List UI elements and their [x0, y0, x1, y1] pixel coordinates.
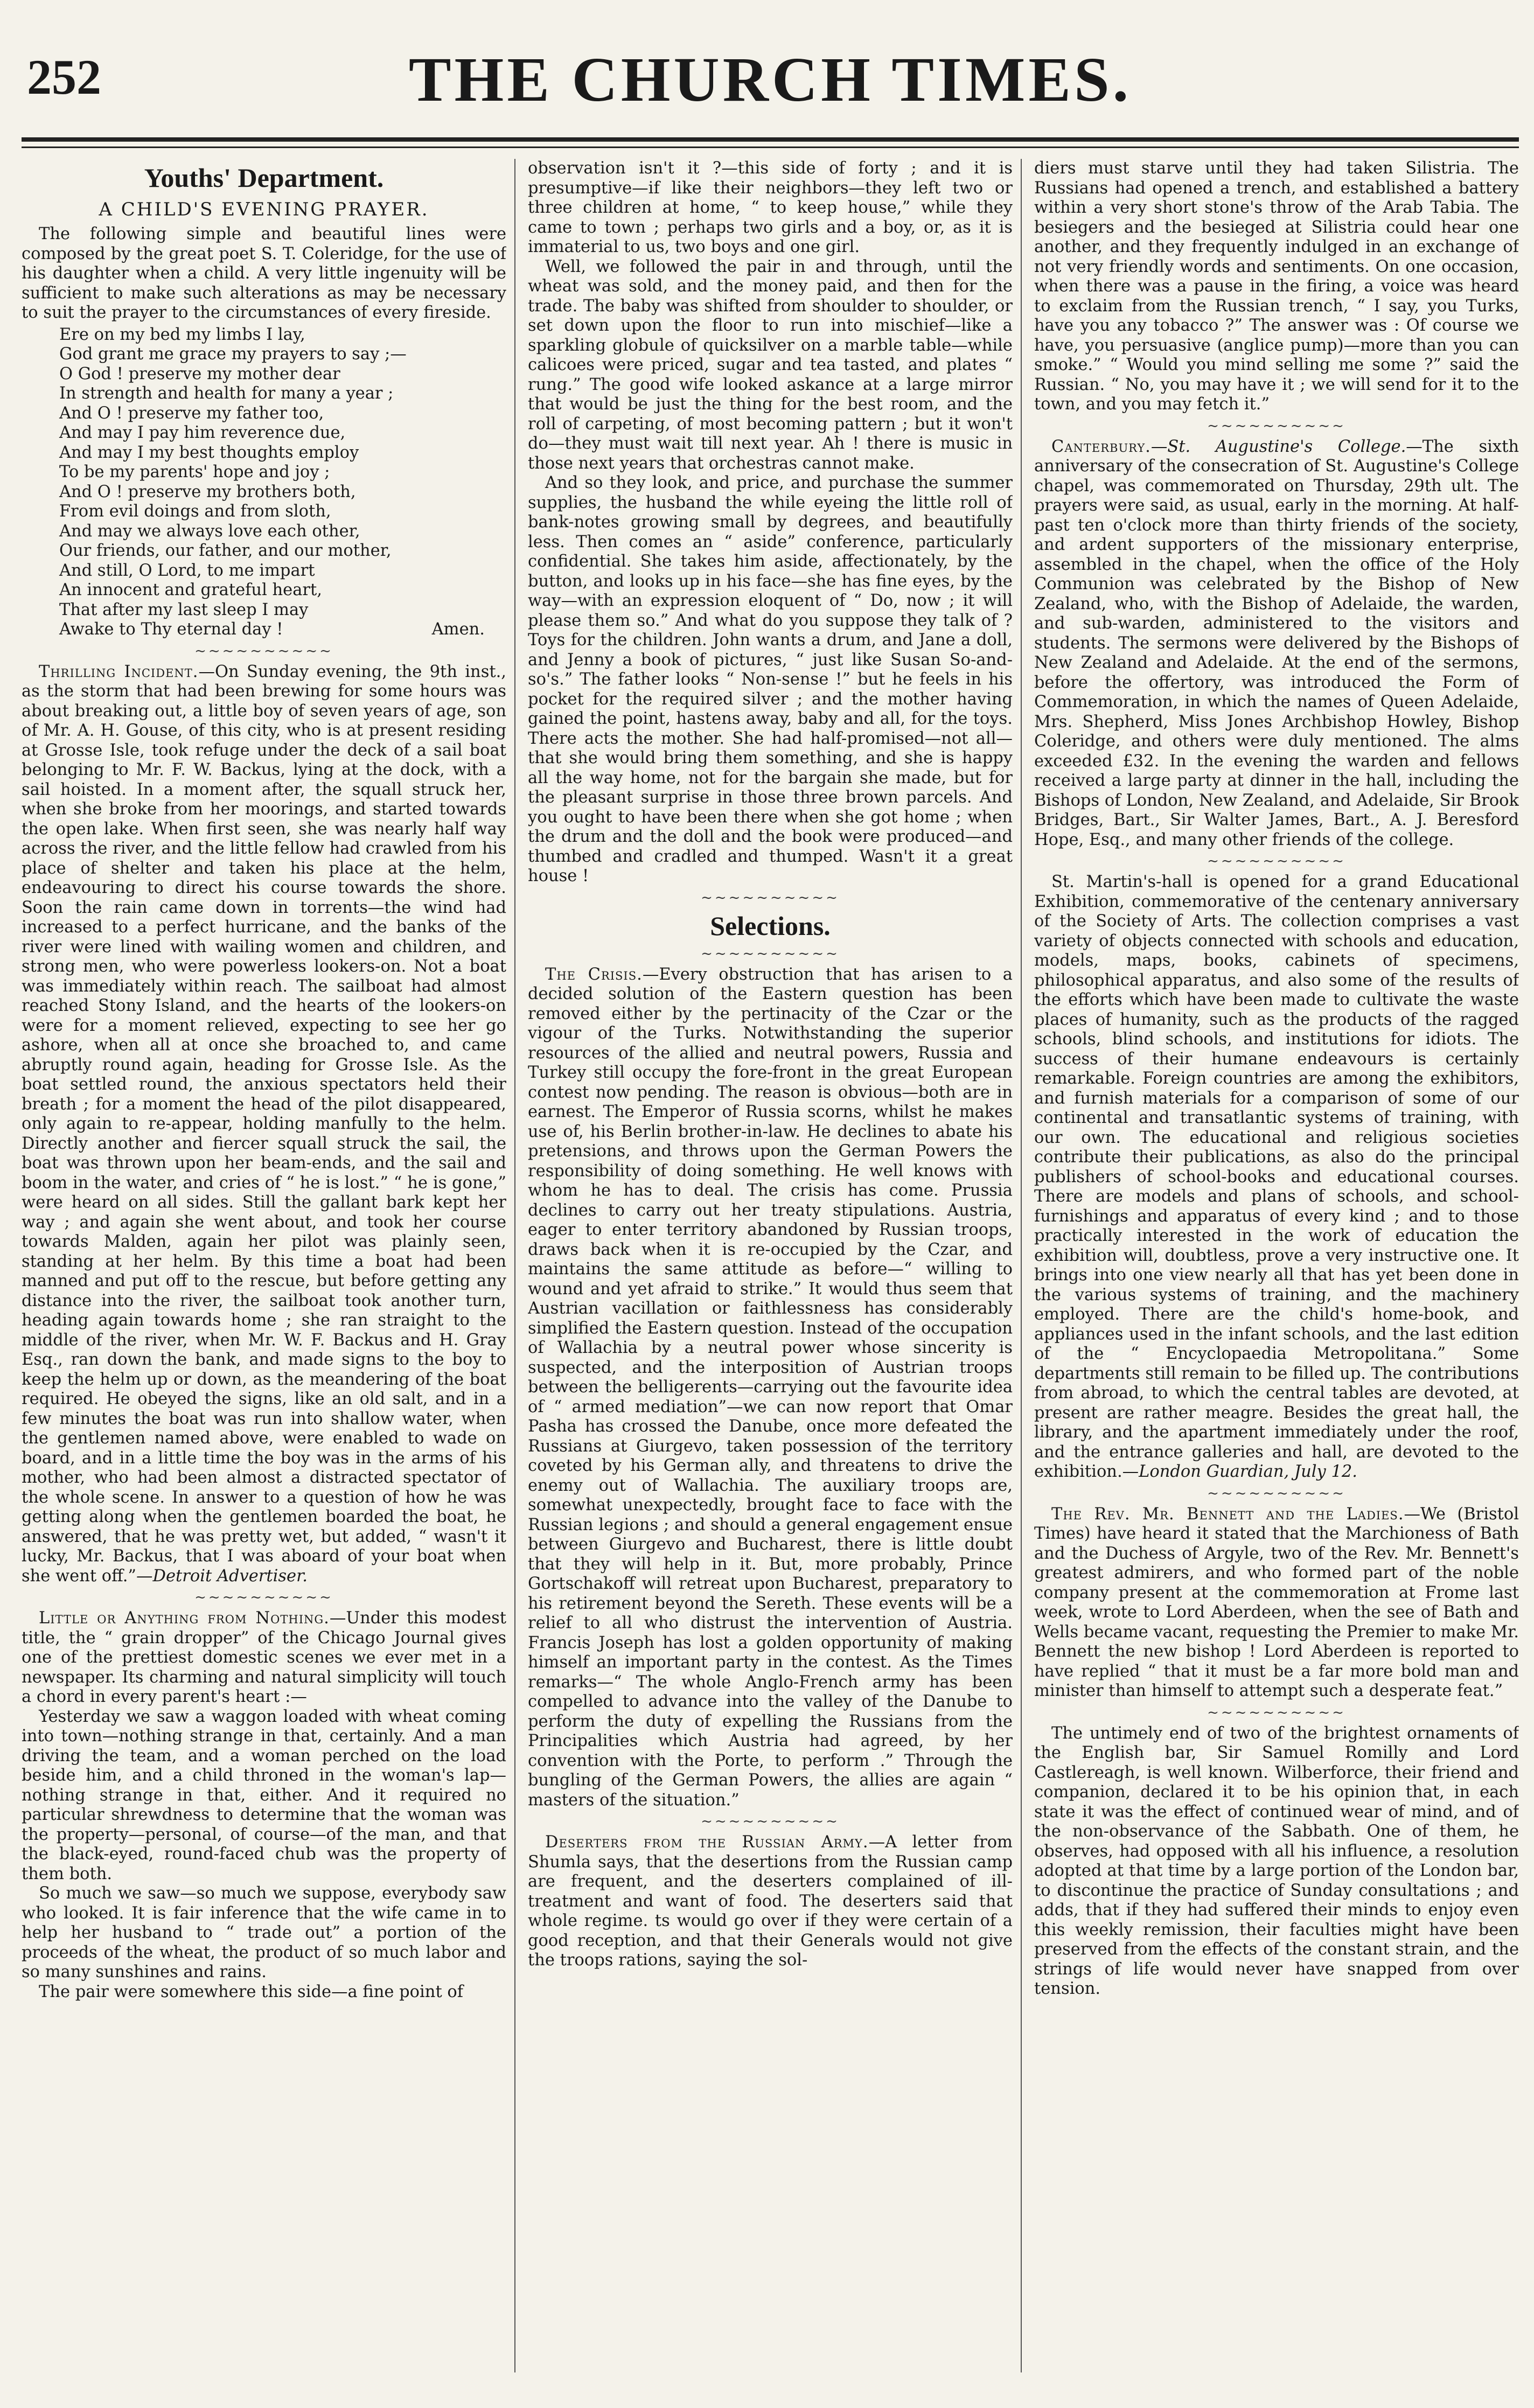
poem-line: That after my last sleep I may	[59, 600, 309, 619]
poem-last-line	[22, 620, 506, 640]
article-st-martins-hall: St. Martin's-hall is opened for a grand Educational Exhibition, commemorative of the centenary anniversary of the Society of Arts. The collection comprises a vast variety of objects connected with schools and education, models, maps, books, cabinets of specimens, philosophical apparatus, and also some of the results of the efforts which have been made to cultivate the waste places of humanity, such as the products of the ragged schools, blind schools, and institutions for idiots. The success of their humane endeavours is certainly remarkable. Foreign countries are among the exhibitors, and furnish materials for a comparison of some of our continental and transatlantic systems of training, with our own. The educational and religious societies contribute their publications, as also do the principal publishers of school-books and educational courses. There are models and plans of schools, and school-furnishings and apparatus of every kind ; and to those practically interested in the work of education the exhibition will, doubtless, prove a very instructive one. It brings into one view nearly all that has yet been done in the various systems of training, and the machinery employed. There are the child's home-book, and appliances used in the infant schools, and the last edition of the “ Encyclopaedia Metropolitana.” Some departments still remain to be filled up. The contributions from abroad, to which the central tables are devoted, at present are rather meagre. Besides the great hall, the library, and the apartment immediately under the roof, and the entrance galleries and hall, are devoted to the exhibition.—London Guardian, July 12.	[1034, 873, 1519, 1481]
poem-line: And may I pay him reverence due,	[59, 423, 346, 442]
poem-line: And O ! preserve my father too,	[59, 403, 324, 423]
prayer-intro: The following simple and beautiful lines were composed by the great poet S. T. Coleridge, for the use of his daughter when a child. A very little ingenuity will be sufficient to make such alterations as may be necessary to suit the prayer to the circumstances of every fireside.	[22, 225, 506, 322]
poem-amen: Amen.	[431, 620, 485, 639]
masthead-rule-thin	[22, 146, 1519, 148]
article-heading: The Crisis.	[545, 965, 643, 984]
article-the-crisis: The Crisis.—Every obstruction that has arisen to a decided solution of the Eastern question has been removed either by the pertinacity of the Czar or the vigour of the Turks. Notwithstanding the superior resources of the allied and neutral powers, Russia and Turkey still occupy the fore-front in the great European contest now pending. The reason is obvious—both are in earnest. The Emperor of Russia scorns, whilst he makes use of, his Berlin brother-in-law. He declines to abate his pretensions, and throws upon the German Powers the responsibility of doing something. He well knows with whom he has to deal. The crisis has come. Prussia declines to carry out her treaty stipulations. Austria, eager to enter territory abandoned by Russian troops, draws back when it is re-occupied by the Czar, and maintains the same attitude as before—“ willing to wound and yet afraid to strike.” It would thus seem that Austrian vacillation or faithlessness has considerably simplified the Eastern question. Instead of the occupation of Wallachia by a neutral power whose sincerity is suspected, and the interposition of Austrian troops between the belligerents—carrying out the favourite idea of “ armed mediation”—we can now report that Omar Pasha has crossed the Danube, once more defeated the Russians at Giurgevo, taken possession of the territory coveted by his German ally, and threatens to drive the enemy out of Wallachia. The auxiliary troops are, somewhat unexpectedly, brought face to face with the Russian legions ; and should a general engagement ensue between Giurgevo and Bucharest, there is little doubt that they will help in it. But, more probably, Prince Gortschakoff will retreat upon Bucharest, preparatory to his retirement beyond the Sereth. These events will be a relief to all who distrust the intervention of Austria. Francis Joseph has lost a golden opportunity of making himself an important party in the contest. As the Times remarks—“ The whole Anglo-French army has been compelled to advance into the valley of the Danube to perform the duty of expelling the Russians from the Principalities which Austria had agreed, by her convention with the Porte, to perform .” Through the bungling of the German Powers, the allies are again “ masters of the situation.”	[528, 965, 1013, 1810]
poem-line: And may I my best thoughts employ	[59, 443, 359, 462]
poem-line: An innocent and grateful heart,	[59, 581, 322, 599]
masthead-rule-thick	[22, 137, 1519, 142]
poem-line: And may we always love each other,	[59, 521, 360, 541]
separator: ~~~~~~~~~~	[1207, 1704, 1346, 1721]
poem-line: To be my parents' hope and joy ;	[59, 463, 330, 481]
poem-line: And still, O Lord, to me impart	[59, 561, 315, 580]
poem-line: In strength and health for many a year ;	[59, 384, 394, 403]
separator: ~~~~~~~~~~	[701, 945, 840, 962]
column-3	[1034, 159, 1519, 2372]
paragraph: diers must starve until they had taken Silistria. The Russians had opened a trench, and established a battery within a very short stone's throw of the Arab Tabia. The besiegers and the besieged at Silistria could hear one another, and they frequently indulged in an exchange of not very friendly words and sentiments. On one occasion, when there was a pause in the firing, a voice was heard to exclaim from the Russian trench, “ I say, you Turks, have you any tobacco ?” The answer was : Of course we have, you persuasive (anglice pump)—more than you can smoke.” “ Would you mind selling me some ?” said the Russian. “ No, you may have it ; we will send for it to the town, and you may fetch it.”	[1034, 159, 1519, 414]
article-heading: Little or Anything from Nothing.	[39, 1609, 330, 1628]
paragraph: observation isn't it ?—this side of forty ; and it is presumptive—if like their neighbors—they left two or three children at home, “ to keep house,” while they came to town ; perhaps two girls and a boy, or, as it is immaterial to us, two boys and one girl.	[528, 159, 1013, 256]
newspaper-title: THE CHURCH TIMES.	[408, 44, 1132, 115]
masthead	[22, 32, 1519, 140]
article-heading: Canterbury.	[1051, 437, 1151, 456]
article-source: —Detroit Advertiser.	[136, 1566, 308, 1586]
article-heading: The Rev. Mr. Bennett and the Ladies.	[1051, 1504, 1404, 1524]
article-source: —London Guardian, July 12.	[1122, 1462, 1357, 1481]
separator: ~~~~~~~~~~	[194, 1589, 333, 1606]
article-heading: Deserters from the Russian Army.	[545, 1833, 869, 1852]
article-subheading: —St. Augustine's College.	[1150, 437, 1406, 456]
poem-line: God grant me grace my prayers to say ;—	[59, 345, 407, 364]
poem-line: Awake to Thy eternal day !	[59, 620, 283, 639]
poem-line: Our friends, our father, and our mother,	[59, 541, 392, 560]
separator: ~~~~~~~~~~	[1207, 417, 1346, 434]
column-1	[22, 159, 506, 2372]
article-title-evening-prayer: A CHILD'S EVENING PRAYER.	[99, 199, 429, 220]
paragraph: The pair were somewhere this side—a fine point of	[39, 1982, 464, 2001]
poem-line: Ere on my bed my limbs I lay,	[59, 325, 305, 344]
article-bennett-and-ladies: The Rev. Mr. Bennett and the Ladies.—We (Bristol Times) have heard it stated that the Marchioness of Bath and the Duchess of Argyle, two of the Rev. Mr. Bennett's greatest admirers, and who formed part of the noble company present at the commemoration at Frome last week, wrote to Lord Aberdeen, when the see of Bath and Wells became vacant, requesting the Premier to make Mr. Bennett the new bishop ! Lord Aberdeen is reported to have replied “ that it must be a far more bold man and minister than himself to attempt such a desperate feat.”	[1034, 1504, 1519, 1700]
page-number: 252	[27, 50, 101, 104]
poem	[22, 325, 506, 640]
paragraph: So much we saw—so much we suppose, everybody saw who looked. It is fair inference that the wife came in to help her husband to “ trade out” a portion of the proceeds of the wheat, the product of so much labor and so many sunshines and rains.	[22, 1884, 506, 1981]
article-thrilling-incident: Thrilling Incident.—On Sunday evening, the 9th inst., as the storm that had been brewing for some hours was about breaking out, a little boy of seven years of age, son of Mr. A. H. Gouse, of this city, who is at present residing at Grosse Isle, took refuge under the deck of a sail boat belonging to Mr. F. W. Backus, lying at the dock, with a sail hoisted. In a moment after, the squall struck her, when she broke from her moorings, and started towards the open lake. When first seen, she was nearly half way across the river, and the little fellow had crawled from his place of shelter and taken his place at the helm, endeavouring to direct his course towards the shore. Soon the rain came down in torrents—the wind had increased to a perfect hurricane, and the banks of the river were lined with wailing women and children, and strong men, who were powerless lookers-on. Not a boat was immediately within reach. The sailboat had almost reached Stony Island, and the hearts of the lookers-on were for a moment relieved, expecting to see her go ashore, when all at once she broached to, and came abruptly round again, heading for Grosse Isle. As the boat settled round, the anxious spectators held their breath ; for a moment the head of the pilot disappeared, only again to re-appear, holding manfully to the helm. Directly another and fiercer squall struck the sail, the boat was thrown upon her beam-ends, and the sail and boom in the water, and cries of “ he is lost.” “ he is gone,” were heard on all sides. Still the gallant bark kept her way ; and again she went about, and took her course towards Malden, again her pilot was plainly seen, standing at her helm. By this time a boat had been manned and put off to the rescue, but before getting any distance into the river, the sailboat took another turn, heading again towards home ; she ran straight to the middle of the river, when Mr. W. F. Backus and H. Gray Esq., ran down the bank, and made signs to the boy to keep the helm up or down, as the meandering of the boat required. He obeyed the signs, like an old salt, and in a few minutes the boat was run into shallow water, when the gentlemen named above, were enabled to wade on board, and in a little time the boy was in the arms of his mother, who had been almost a distracted spectator of the whole scene. In answer to a question of how he was getting along when the gentlemen boarded the boat, he answered, that he was pretty wet, but added, “ wasn't it lucky, Mr. Backus, that I was aboard of your boat when she went off.”—Detroit Advertiser.	[22, 662, 506, 1586]
article-heading: Thrilling Incident.	[39, 662, 199, 681]
separator: ~~~~~~~~~~	[194, 643, 333, 659]
paragraph: And so they look, and price, and purchase the summer supplies, the husband the while eyeing the little roll of bank-notes growing small by degrees, and beautifully less. Then comes an “ aside” conference, particularly confidential. She takes him aside, affectionately, by the button, and looks up in his face—she has fine eyes, by the way—with an expression eloquent of “ Do, now ; it will please them so.” And what do you suppose they talk of ? Toys for the children. John wants a drum, and Jane a doll, and Jenny a book of pictures, “ just like Susan So-and-so's.” The father looks “ Non-sense !” but he feels in his pocket for the required silver ; and the mother having gained the point, hastens away, baby and all, for the toys. There acts the mother. She had half-promised—not all—that she would bring them something, and she is happy all the way home, not for the bargain she made, but for the pleasant surprise in those three brown parcels. And you ought to have been there when she got home ; when the drum and the doll and the book were produced—and thumbed and cradled and thumped. Wasn't it a great house !	[528, 473, 1013, 885]
section-heading-youths: Youths' Department.	[144, 163, 384, 193]
column-2	[528, 159, 1013, 2372]
separator: ~~~~~~~~~~	[701, 1813, 840, 1830]
article-little-or-anything: Little or Anything from Nothing.—Under this modest title, the “ grain dropper” of the Chicago Journal gives one of the prettiest domestic scenes we ever met in a newspaper. Its charming and natural simplicity will touch a chord in every parent's heart :—	[22, 1609, 506, 1706]
separator: ~~~~~~~~~~	[701, 889, 840, 906]
paragraph: Well, we followed the pair in and through, until the wheat was sold, and the money paid, and then for the trade. The baby was shifted from shoulder to shoulder, or set down upon the floor to run into mischief—like a sparkling globule of quicksilver on a marble table—while calicoes were priced, sugar and tea tasted, and plates “ rung.” The good wife looked askance at a large mirror that would be just the thing for the best room, and the roll of carpeting, of most becoming pattern ; but it won't do—they must wait till next year. Ah ! there is music in those next years that orchestras cannot make.	[528, 257, 1013, 473]
article-romilly-castlereagh: The untimely end of two of the brightest ornaments of the English bar, Sir Samuel Romilly and Lord Castlereagh, is well known. Wilberforce, their friend and companion, declared it to be his opinion that, in each state it was the effect of continued wear of mind, and of the non-observance of the Sabbath. One of them, he observes, had opposed with all his influence, a resolution adopted at that time by a large portion of the London bar, to discontinue the practice of Sunday consultations ; and adds, that if they had suffered their minds to enjoy even this weekly remission, their faculties might have been preserved from the effects of the constant strain, and the strings of life would never have snapped from over tension.	[1034, 1723, 1519, 1998]
article-deserters: Deserters from the Russian Army.—A letter from Shumla says, that the desertions from the Russian camp are frequent, and the deserters complained of ill-treatment and want of food. The deserters said that whole regime. ts would go over if they were certain of a good reception, and that their Generals would not give the troops rations, saying the sol-	[528, 1833, 1013, 1970]
paragraph: Yesterday we saw a waggon loaded with wheat coming into town—nothing strange in that, certainly. And a man driving the team, and a woman perched on the load beside him, and a child throned in the woman's lap—nothing strange in that, either. And it required no particular shrewdness to determine that the woman was the property—personal, of course—of the man, and that the black-eyed, round-faced chub was the property of them both.	[22, 1707, 506, 1883]
poem-line: And O ! preserve my brothers both,	[59, 482, 356, 501]
poem-line: O God ! preserve my mother dear	[59, 364, 340, 383]
article-canterbury: Canterbury.—St. Augustine's College.—The sixth anniversary of the consecration of St. Augustine's College chapel, was commemorated on Thursday, 29th ult. The prayers were said, as usual, early in the morning. At half-past ten o'clock more than thirty friends of the society, and ardent supporters of the missionary enterprise, assembled in the chapel, when the office of the Holy Communion was celebrated by the Bishop of New Zealand, who, with the Bishop of Adelaide, the warden, and sub-warden, administered to the visitors and students. The sermons were delivered by the Bishops of New Zealand and Adelaide. At the end of the sermons, before the offertory, was introduced the Form of Commemoration, in which the names of Queen Adelaide, Mrs. Shepherd, Miss Jones Archbishop Howley, Bishop Coleridge, and others were duly mentioned. The alms exceeded £32. In the evening the warden and fellows received a large party at dinner in the hall, including the Bishops of London, New Zealand, and Adelaide, Sir Brook Bridges, Bart., Sir Walter James, Bart., A. J. Beresford Hope, Esq., and many other friends of the college.	[1034, 437, 1519, 849]
section-heading-selections: Selections.	[710, 910, 831, 941]
poem-line: From evil doings and from sloth,	[59, 502, 331, 521]
column-divider-1	[514, 159, 515, 2372]
separator: ~~~~~~~~~~	[1207, 1485, 1346, 1502]
column-divider-2	[1021, 159, 1022, 2372]
separator: ~~~~~~~~~~	[1207, 853, 1346, 869]
